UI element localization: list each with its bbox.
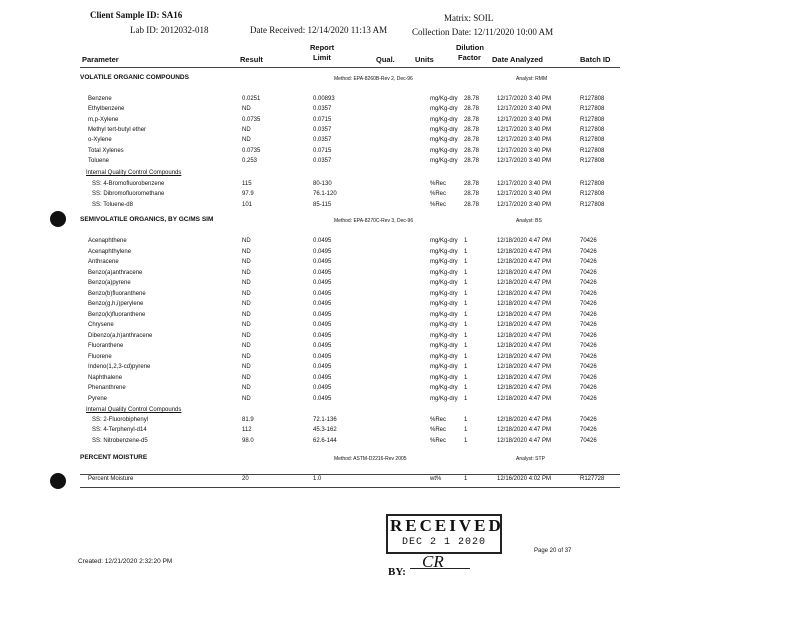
table-row [0,181,800,191]
cell-dilution: 1 [464,437,468,444]
table-row [0,96,800,106]
cell-units: mg/Kg-dry [430,311,458,318]
cell-result: ND [242,106,251,113]
cell-date-analyzed: 12/16/2020 4:02 PM [497,476,552,482]
cell-dilution: 28.78 [464,106,480,113]
stamp-date: DEC 2 1 2020 [402,537,487,548]
cell-parameter: Chrysene [88,322,114,328]
cell-report-limit: 0.0495 [313,238,332,244]
cell-batch-id: R127808 [580,116,605,123]
cell-date-analyzed: 12/17/2020 3:40 PM [497,191,552,198]
cell-report-limit: 45.3-162 [313,427,337,434]
table-row [0,137,800,147]
cell-parameter: Acenaphthene [88,238,127,244]
cell-batch-id: 70426 [580,301,597,307]
cell-dilution: 1 [464,290,468,297]
cell-report-limit: 0.0495 [313,290,332,297]
cell-parameter: Benzene [88,96,112,102]
cell-dilution: 28.78 [464,157,480,164]
cell-report-limit: 0.0495 [313,343,332,349]
cell-units: %Rec [430,417,447,423]
cell-batch-id: 70426 [580,322,597,328]
cell-units: mg/Kg-dry [430,116,458,123]
cell-date-analyzed: 12/17/2020 3:40 PM [497,137,552,144]
cell-batch-id: 70426 [580,290,597,297]
cell-date-analyzed: 12/17/2020 3:40 PM [497,157,552,164]
cell-report-limit: 80-130 [313,181,332,187]
cell-report-limit: 0.0357 [313,137,332,144]
cell-units: %Rec [430,191,447,198]
cell-units: mg/Kg-dry [430,385,458,391]
cell-date-analyzed: 12/18/2020 4:47 PM [497,437,552,444]
cell-units: mg/Kg-dry [430,374,458,381]
cell-units: %Rec [430,181,447,187]
cell-report-limit: 0.0495 [313,332,332,339]
cell-parameter: Benzo(b)fluoranthene [88,290,146,297]
cell-parameter: SS: Nitrobenzene-d5 [92,437,148,444]
cell-parameter: SS: Dibromofluoromethane [92,191,165,198]
table-row [0,364,800,374]
cell-result: 97.9 [242,191,254,198]
cell-date-analyzed: 12/17/2020 3:40 PM [497,116,552,123]
cell-dilution: 1 [464,238,468,244]
cell-units: mg/Kg-dry [430,343,458,349]
header-rule [80,67,620,68]
cell-batch-id: 70426 [580,364,597,370]
table-row [0,427,800,437]
cell-result: ND [242,238,251,244]
cell-result: ND [242,137,251,144]
table-row [0,476,800,486]
cell-result: 0.253 [242,157,258,164]
cell-result: ND [242,269,251,276]
col-batch-id: Batch ID [580,55,611,64]
cell-units: mg/Kg-dry [430,353,458,360]
cell-dilution: 1 [464,269,468,276]
cell-report-limit: 0.0495 [313,311,332,318]
cell-units: mg/Kg-dry [430,248,458,255]
cell-date-analyzed: 12/17/2020 3:40 PM [497,96,552,102]
cell-parameter: m,p-Xylene [88,116,119,123]
cell-result: ND [242,126,251,133]
cell-result: ND [242,301,251,307]
cell-report-limit: 0.0495 [313,259,332,265]
cell-batch-id: R127808 [580,157,605,164]
cell-date-analyzed: 12/18/2020 4:47 PM [497,269,552,276]
cell-report-limit: 0.0715 [313,147,332,154]
cell-parameter: Total Xylenes [88,147,124,154]
cell-report-limit: 0.0495 [313,248,332,255]
cell-parameter: SS: 4-Terphenyl-d14 [92,427,147,434]
cell-batch-id: 70426 [580,311,597,318]
signature: CR [422,552,444,571]
section-title-svoc: SEMIVOLATILE ORGANICS, BY GC/MS SIM [80,216,214,223]
cell-result: ND [242,385,251,391]
cell-units: mg/Kg-dry [430,301,458,307]
cell-parameter: Benzo(g,h,i)perylene [88,301,144,307]
cell-result: 98.0 [242,437,254,444]
by-label: BY: [388,566,406,578]
cell-date-analyzed: 12/18/2020 4:47 PM [497,238,552,244]
cell-parameter: Fluorene [88,353,112,360]
cell-parameter: Percent Moisture [88,476,134,482]
table-row [0,438,800,448]
cell-result: ND [242,332,251,339]
cell-date-analyzed: 12/18/2020 4:47 PM [497,374,552,381]
cell-dilution: 28.78 [464,191,480,198]
cell-units: mg/Kg-dry [430,147,458,154]
cell-batch-id: R127808 [580,106,605,113]
cell-parameter: Naphthalene [88,374,123,381]
col-units: Units [415,55,434,64]
cell-date-analyzed: 12/18/2020 4:47 PM [497,248,552,255]
cell-report-limit: 0.0495 [313,301,332,307]
table-row [0,270,800,280]
section-method-voc: Method: EPA-8260B-Rev 2, Dec-96 [334,76,413,82]
cell-units: mg/Kg-dry [430,106,458,113]
cell-dilution: 28.78 [464,137,480,144]
cell-date-analyzed: 12/18/2020 4:47 PM [497,332,552,339]
cell-batch-id: 70426 [580,238,597,244]
table-row [0,238,800,248]
cell-report-limit: 0.0495 [313,353,332,360]
cell-report-limit: 0.0357 [313,106,332,113]
table-row [0,191,800,201]
cell-units: mg/Kg-dry [430,96,458,102]
cell-parameter: Anthracene [88,259,119,265]
cell-parameter: Acenaphthylene [88,248,132,255]
table-row [0,396,800,406]
cell-report-limit: 72.1-136 [313,417,337,423]
created-timestamp: Created: 12/21/2020 2:32:20 PM [78,558,173,565]
cell-date-analyzed: 12/18/2020 4:47 PM [497,353,552,360]
cell-parameter: Methyl tert-butyl ether [88,126,147,133]
cell-report-limit: 0.0495 [313,364,332,370]
collection-date: Collection Date: 12/11/2020 10:00 AM [412,27,554,37]
cell-dilution: 1 [464,280,468,286]
cell-units: mg/Kg-dry [430,332,458,339]
section-analyst-svoc: Analyst: BS [516,218,542,224]
table-row [0,417,800,427]
matrix: Matrix: SOIL [444,13,494,23]
cell-parameter: Benzo(a)anthracene [88,269,143,276]
cell-result: ND [242,280,251,286]
table-row [0,343,800,353]
cell-batch-id: 70426 [580,374,597,381]
section-title-moisture: PERCENT MOISTURE [80,454,148,461]
stamp-title: RECEIVED [390,516,504,535]
cell-parameter: Phenanthrene [88,385,126,391]
cell-batch-id: 70426 [580,427,597,434]
cell-dilution: 1 [464,259,468,265]
cell-parameter: Ethylbenzene [88,106,125,113]
cell-date-analyzed: 12/18/2020 4:47 PM [497,259,552,265]
qc-title-svoc: Internal Quality Control Compounds [86,407,182,413]
cell-result: ND [242,353,251,360]
cell-result: ND [242,259,251,265]
table-row [0,301,800,311]
cell-date-analyzed: 12/17/2020 3:40 PM [497,201,552,208]
cell-batch-id: R127808 [580,126,605,133]
cell-result: 0.0735 [242,116,261,123]
cell-batch-id: R127808 [580,137,605,144]
cell-result: 115 [242,181,252,187]
cell-units: mg/Kg-dry [430,238,458,244]
section-analyst-moisture: Analyst: STP [516,456,545,462]
table-row [0,385,800,395]
table-row [0,249,800,259]
cell-units: mg/Kg-dry [430,364,458,370]
table-row [0,127,800,137]
page-number: Page 20 of 37 [534,548,572,554]
cell-report-limit: 0.0495 [313,322,332,328]
cell-units: mg/Kg-dry [430,157,458,164]
cell-batch-id: 70426 [580,248,597,255]
cell-batch-id: 70426 [580,269,597,276]
moisture-rule-bottom [80,487,620,488]
cell-batch-id: 70426 [580,343,597,349]
cell-report-limit: 0.0495 [313,395,332,402]
cell-batch-id: 70426 [580,259,597,265]
cell-report-limit: 62.6-144 [313,437,337,444]
col-dilution-2: Factor [458,53,481,62]
table-row [0,354,800,364]
cell-result: 0.0735 [242,147,261,154]
cell-parameter: Dibenzo(a,h)anthracene [88,332,153,339]
cell-parameter: Fluoranthene [88,343,124,349]
cell-units: mg/Kg-dry [430,280,458,286]
cell-result: 101 [242,201,253,208]
cell-report-limit: 0.0495 [313,385,332,391]
cell-batch-id: 70426 [580,385,597,391]
cell-date-analyzed: 12/18/2020 4:47 PM [497,322,552,328]
cell-report-limit: 0.0495 [313,280,332,286]
cell-parameter: o-Xylene [88,137,112,144]
cell-batch-id: R127808 [580,181,605,187]
cell-dilution: 1 [464,385,468,391]
col-dilution-1: Dilution [456,43,484,52]
table-row [0,333,800,343]
cell-parameter: SS: Toluene-d8 [92,201,133,208]
cell-dilution: 1 [464,417,468,423]
cell-dilution: 28.78 [464,201,480,208]
cell-parameter: Indeno(1,2,3-cd)pyrene [88,364,151,370]
cell-date-analyzed: 12/18/2020 4:47 PM [497,343,552,349]
cell-date-analyzed: 12/18/2020 4:47 PM [497,364,552,370]
cell-date-analyzed: 12/17/2020 3:40 PM [497,106,552,113]
table-row [0,148,800,158]
cell-dilution: 1 [464,322,468,328]
table-row [0,291,800,301]
cell-report-limit: 0.00893 [313,96,335,102]
cell-result: ND [242,311,251,318]
cell-units: mg/Kg-dry [430,322,458,328]
cell-units: %Rec [430,201,447,208]
cell-date-analyzed: 12/18/2020 4:47 PM [497,290,552,297]
cell-date-analyzed: 12/18/2020 4:47 PM [497,311,552,318]
punch-hole-top [50,211,66,227]
cell-result: 81.9 [242,417,254,423]
table-row [0,280,800,290]
table-row [0,375,800,385]
col-date-analyzed: Date Analyzed [492,55,543,64]
cell-date-analyzed: 12/18/2020 4:47 PM [497,427,552,434]
section-analyst-voc: Analyst: RMM [516,76,548,82]
cell-result: ND [242,395,251,402]
cell-dilution: 1 [464,343,468,349]
cell-units: mg/Kg-dry [430,259,458,265]
cell-result: ND [242,248,251,255]
cell-batch-id: 70426 [580,353,597,360]
date-received: Date Received: 12/14/2020 11:13 AM [250,25,388,35]
cell-parameter: Benzo(k)fluoranthene [88,311,146,318]
cell-parameter: SS: 4-Bromofluorobenzene [92,181,165,187]
received-stamp [386,514,502,554]
moisture-rule-top [80,474,620,475]
cell-result: 0.0251 [242,96,261,102]
cell-dilution: 1 [464,395,468,402]
table-row [0,158,800,168]
cell-report-limit: 0.0495 [313,269,332,276]
cell-units: wt% [430,476,442,482]
cell-batch-id: 70426 [580,417,597,423]
section-title-voc: VOLATILE ORGANIC COMPOUNDS [80,74,189,81]
cell-dilution: 1 [464,476,468,482]
cell-result: ND [242,322,251,328]
cell-parameter: Pyrene [88,395,108,402]
cell-date-analyzed: 12/17/2020 3:40 PM [497,181,552,187]
cell-units: mg/Kg-dry [430,126,458,133]
cell-result: ND [242,364,251,370]
cell-batch-id: 70426 [580,332,597,339]
col-parameter: Parameter [82,55,119,64]
cell-units: mg/Kg-dry [430,395,458,402]
cell-batch-id: R127808 [580,96,605,102]
cell-batch-id: R127808 [580,201,605,208]
cell-date-analyzed: 12/18/2020 4:47 PM [497,417,552,423]
col-qual: Qual. [376,55,395,64]
cell-dilution: 28.78 [464,147,480,154]
cell-report-limit: 0.0495 [313,374,332,381]
col-report-limit-2: Limit [313,53,331,62]
cell-result: ND [242,343,251,349]
client-sample-id: Client Sample ID: SA16 [90,10,183,20]
table-row [0,106,800,116]
section-method-svoc: Method: EPA-8270C-Rev 3, Dec-96 [334,218,414,224]
cell-dilution: 1 [464,332,468,339]
cell-date-analyzed: 12/17/2020 3:40 PM [497,126,552,133]
cell-report-limit: 0.0357 [313,126,332,133]
table-row [0,312,800,322]
col-result: Result [240,55,263,64]
cell-dilution: 1 [464,301,468,307]
cell-dilution: 1 [464,364,468,370]
cell-batch-id: R127808 [580,191,605,198]
cell-parameter: Benzo(a)pyrene [88,280,131,286]
cell-parameter: SS: 2-Fluorobiphenyl [92,417,149,423]
cell-batch-id: R127728 [580,476,605,482]
cell-date-analyzed: 12/18/2020 4:47 PM [497,301,552,307]
cell-batch-id: 70426 [580,437,597,444]
cell-dilution: 28.78 [464,96,480,102]
section-method-moisture: Method: ASTM-D2216-Rev 2005 [334,456,407,462]
cell-units: %Rec [430,427,447,434]
cell-dilution: 1 [464,248,468,255]
cell-result: ND [242,290,251,297]
cell-units: mg/Kg-dry [430,269,458,276]
cell-dilution: 1 [464,427,468,434]
cell-date-analyzed: 12/18/2020 4:47 PM [497,395,552,402]
cell-date-analyzed: 12/18/2020 4:47 PM [497,280,552,286]
cell-dilution: 28.78 [464,181,480,187]
cell-parameter: Toluene [88,157,110,164]
cell-units: mg/Kg-dry [430,137,458,144]
table-row [0,202,800,212]
qc-title-voc: Internal Quality Control Compounds [86,170,182,176]
cell-units: %Rec [430,437,447,444]
cell-result: 20 [242,476,249,482]
cell-report-limit: 85-115 [313,201,332,208]
cell-date-analyzed: 12/17/2020 3:40 PM [497,147,552,154]
cell-date-analyzed: 12/18/2020 4:47 PM [497,385,552,391]
cell-dilution: 28.78 [464,116,480,123]
table-row [0,259,800,269]
col-report-limit-1: Report [310,43,335,52]
cell-dilution: 1 [464,374,468,381]
cell-dilution: 1 [464,353,468,360]
cell-dilution: 28.78 [464,126,480,133]
cell-report-limit: 0.0357 [313,157,332,164]
cell-units: mg/Kg-dry [430,290,458,297]
cell-report-limit: 76.1-120 [313,191,337,198]
cell-result: 112 [242,427,252,434]
cell-batch-id: 70426 [580,280,597,286]
cell-report-limit: 0.0715 [313,116,332,123]
cell-batch-id: R127808 [580,147,605,154]
table-row [0,322,800,332]
cell-result: ND [242,374,251,381]
cell-dilution: 1 [464,311,468,318]
lab-id: Lab ID: 2012032-018 [130,25,209,35]
cell-report-limit: 1.0 [313,476,322,482]
table-row [0,117,800,127]
cell-batch-id: 70426 [580,395,597,402]
